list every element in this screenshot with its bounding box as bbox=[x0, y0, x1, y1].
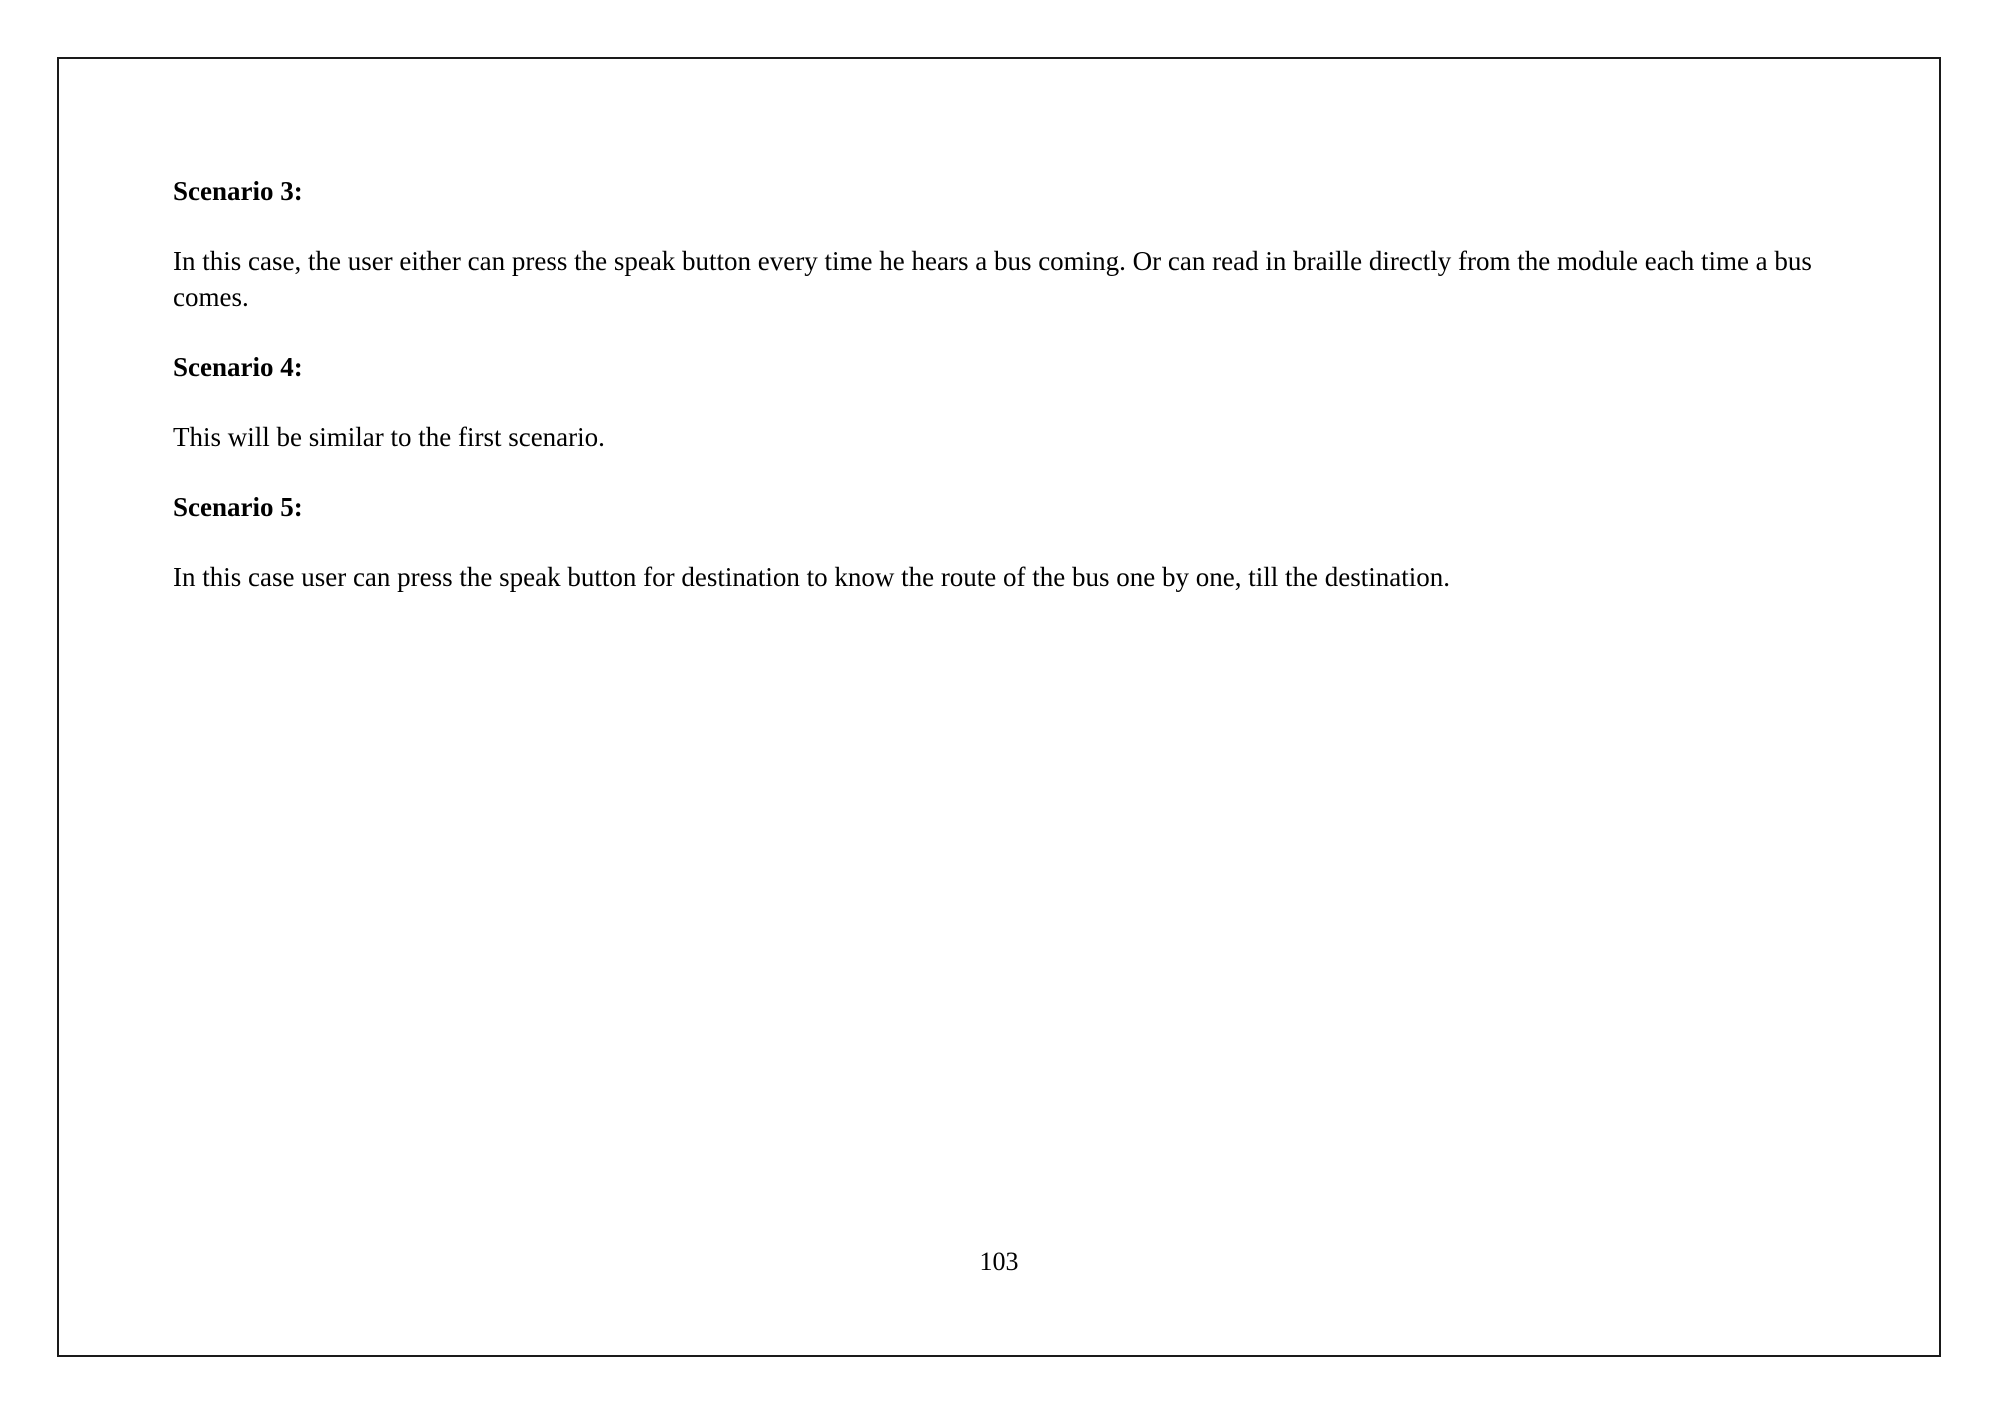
scenario-5-heading: Scenario 5: bbox=[173, 492, 303, 522]
page-border bbox=[57, 57, 1941, 1357]
scenario-3-section bbox=[173, 173, 1821, 315]
page-content bbox=[173, 173, 1821, 629]
scenario-4-body: This will be similar to the first scenario. bbox=[173, 422, 605, 452]
scenario-4-heading: Scenario 4: bbox=[173, 352, 303, 382]
scenario-5-body: In this case user can press the speak button for destination to know the route of the bus one by one, till the destination. bbox=[173, 562, 1450, 592]
scenario-3-body: In this case, the user either can press the speak button every time he hears a bus coming. Or can read in braille directly from the module each time a bus comes. bbox=[173, 246, 1812, 312]
page-number: 103 bbox=[979, 1247, 1019, 1276]
scenario-4-section bbox=[173, 349, 1821, 455]
scenario-5-section bbox=[173, 489, 1821, 595]
scenario-3-heading: Scenario 3: bbox=[173, 176, 303, 206]
